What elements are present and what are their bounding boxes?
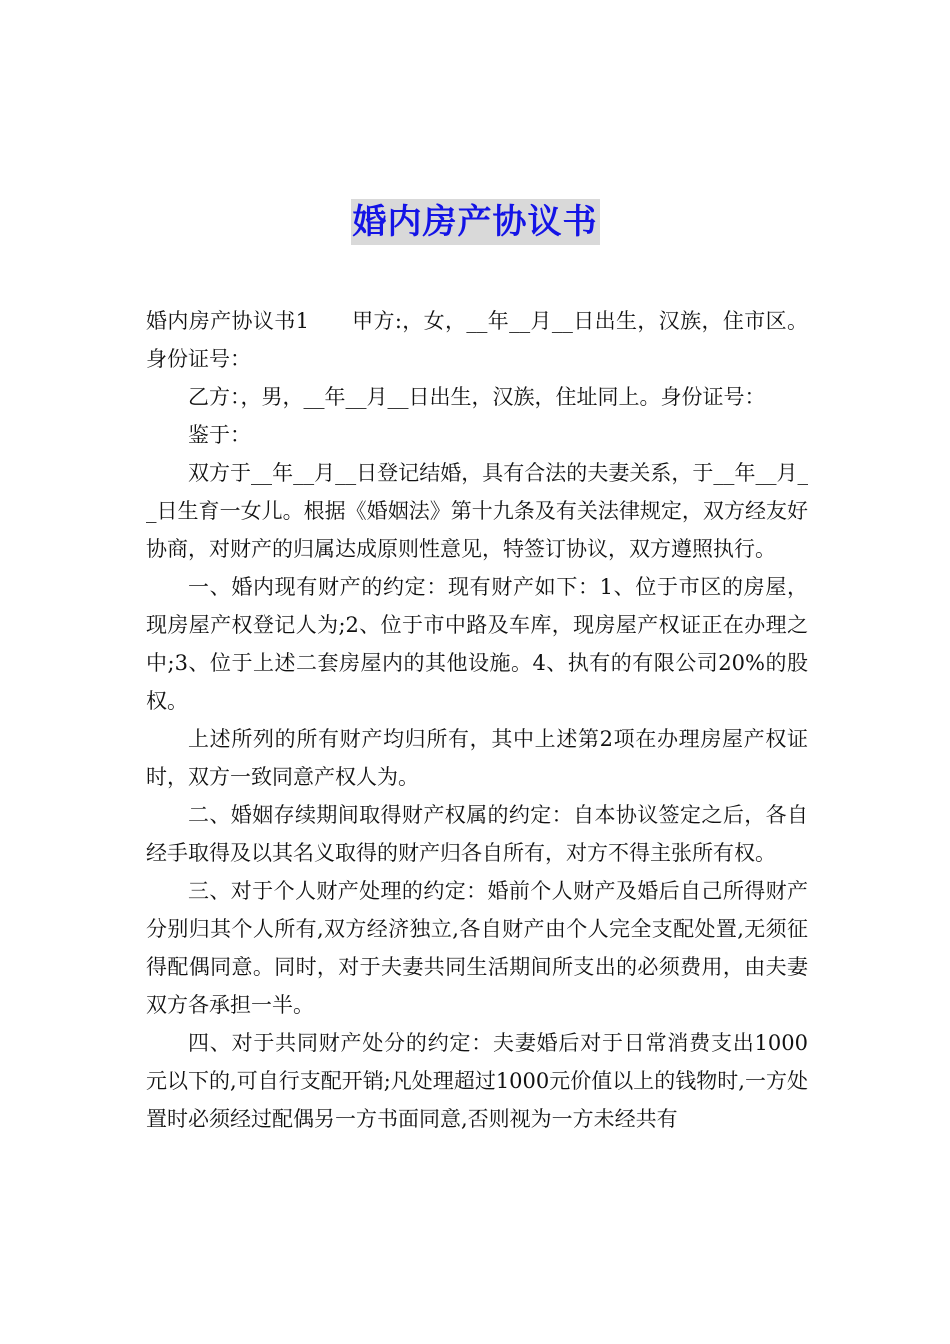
paragraph-marriage-background: 双方于__年__月__日登记结婚，具有合法的夫妻关系，于__年__月__日生育一女儿。根据《婚姻法》第十九条及有关法律规定，双方经友好协商，对财产的归属达成原则性意见，特签订协议，双方遵照执行。	[146, 461, 808, 561]
paragraph-party-a: 婚内房产协议书1 甲方:，女，__年__月__日出生，汉族，住市区。身份证号：	[146, 309, 808, 371]
paragraph-whereas: 鉴于：	[188, 423, 251, 447]
paragraph-clause-1: 一、婚内现有财产的约定：现有财产如下：1、位于市区的房屋，现房屋产权登记人为;2、位于市中路及车库，现房屋产权证正在办理之中;3、位于上述二套房屋内的其他设施。4、执有的有限公司20%的股权。	[146, 575, 808, 713]
title-area	[0, 176, 950, 268]
paragraph-clause-3: 三、对于个人财产处理的约定：婚前个人财产及婚后自己所得财产分别归其个人所有,双方经济独立,各自财产由个人完全支配处置,无须征得配偶同意。同时，对于夫妻共同生活期间所支出的必须费用，由夫妻双方各承担一半。	[146, 879, 808, 1017]
paragraph-party-b: 乙方：，男，__年__月__日出生，汉族，住址同上。身份证号：	[188, 385, 766, 409]
paragraph-clause-2: 二、婚姻存续期间取得财产权属的约定：自本协议签定之后，各自经手取得及以其名义取得的财产归各自所有，对方不得主张所有权。	[146, 803, 808, 865]
document-title: 婚内房产协议书	[351, 199, 600, 245]
paragraph-clause-4: 四、对于共同财产处分的约定：夫妻婚后对于日常消费支出1000元以下的,可自行支配开销;凡处理超过1000元价值以上的钱物时,一方处置时必须经过配偶另一方书面同意,否则视为一方未经共有	[146, 1031, 808, 1131]
paragraph-clause-1-note: 上述所列的所有财产均归所有，其中上述第2项在办理房屋产权证时，双方一致同意产权人为。	[146, 727, 808, 789]
document-body	[146, 302, 808, 1138]
